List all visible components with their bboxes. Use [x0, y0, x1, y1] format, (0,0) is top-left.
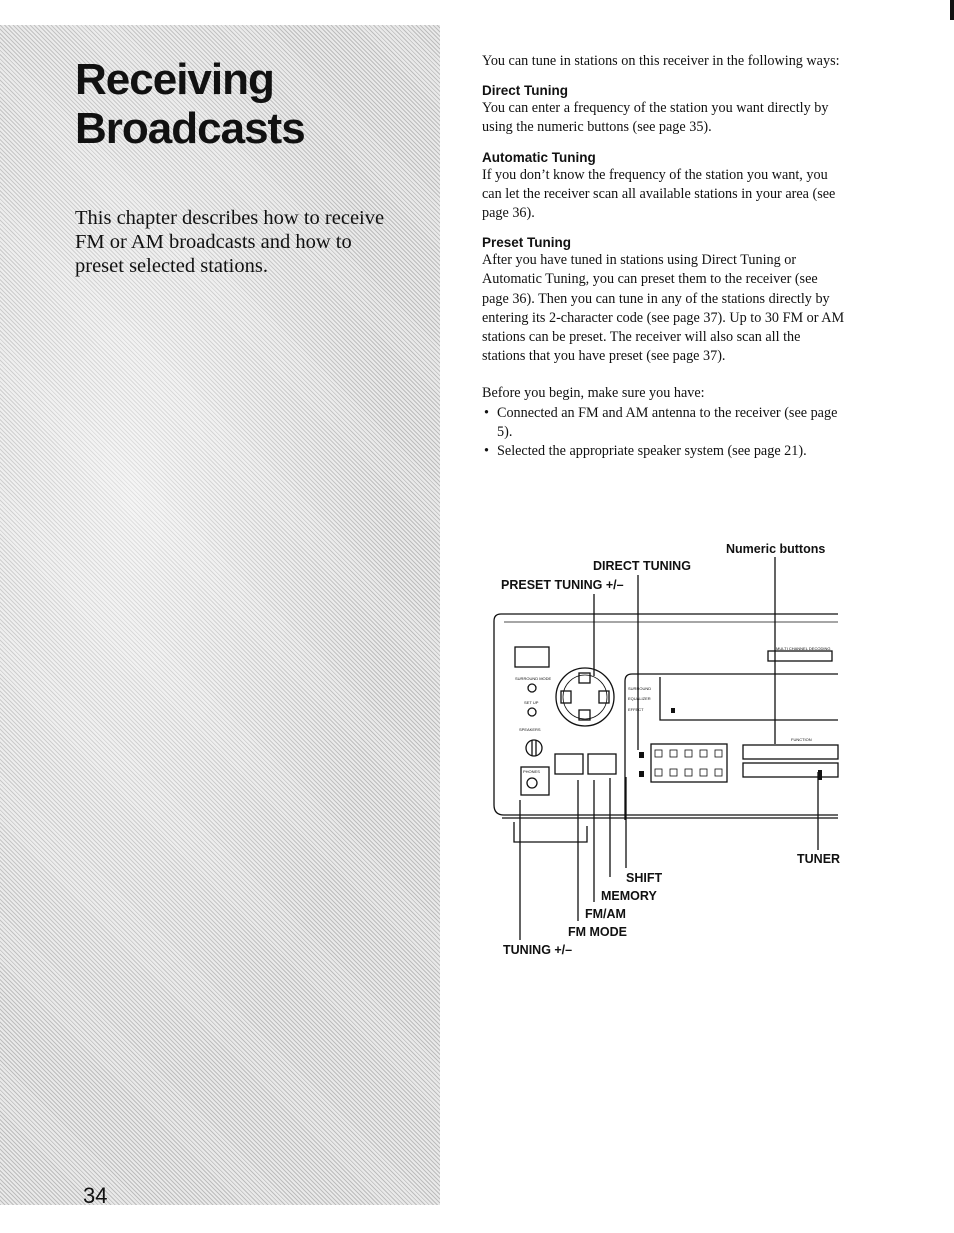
- dial-right-button: [599, 691, 609, 703]
- svg-text:SURROUND: SURROUND: [628, 686, 652, 691]
- svg-text:MULTI CHANNEL DECODING: MULTI CHANNEL DECODING: [776, 646, 831, 651]
- chapter-intro: This chapter describes how to receive FM or AM broadcasts and how to preset selected stations.: [75, 207, 385, 277]
- checklist-item: • Connected an FM and AM antenna to the receiver (see page 5).: [482, 404, 847, 442]
- numeric-button-panel: [651, 744, 727, 782]
- label-shift: SHIFT: [626, 871, 663, 885]
- svg-text:SURROUND MODE: SURROUND MODE: [515, 676, 552, 681]
- svg-text:SPEAKERS: SPEAKERS: [519, 727, 541, 732]
- section-heading: Preset Tuning: [482, 235, 572, 251]
- section-body: After you have tuned in stations using Direct Tuning or Automatic Tuning, you can preset them to the receiver (see page 36). Then you can tune in any of the stations directly by entering its 2-character code (see page 37). Up to 30 FM or AM stations can be preset. The receiver will also scan all the stations that you have preset (see page 37).: [482, 252, 845, 365]
- chapter-title: [75, 55, 305, 153]
- label-direct-tuning: DIRECT TUNING: [593, 559, 691, 573]
- svg-text:EQUALIZER: EQUALIZER: [628, 696, 651, 701]
- label-tuner: TUNER: [797, 852, 841, 866]
- dial-down-button: [579, 710, 590, 720]
- section-body: If you don’t know the frequency of the station you want, you can let the receiver scan all available stations in your area (see page 36).: [482, 166, 836, 222]
- main-text: [482, 52, 847, 461]
- svg-text:PHONES: PHONES: [523, 769, 540, 774]
- label-preset-tuning: PRESET TUNING +/–: [501, 578, 624, 592]
- power-button: [515, 647, 549, 667]
- label-fm-mode: FM MODE: [568, 925, 628, 939]
- checklist-item: • Selected the appropriate speaker system (see page 21).: [482, 442, 847, 461]
- decoder-indicator: [768, 651, 832, 661]
- phones-jack: [527, 778, 537, 788]
- label-tuning: TUNING +/–: [503, 943, 573, 957]
- edge-marker: [950, 0, 954, 20]
- checklist: [482, 404, 847, 462]
- receiver-outline: [494, 614, 838, 815]
- chapter-title-line2: Broadcasts: [75, 104, 305, 153]
- section-heading: Direct Tuning: [482, 83, 568, 99]
- dial-up-button: [579, 673, 590, 683]
- display-keys: [655, 750, 722, 776]
- svg-text:SET UP: SET UP: [524, 700, 539, 705]
- chapter-cover-panel: [0, 25, 440, 1205]
- label-numeric-buttons: Numeric buttons: [726, 542, 826, 556]
- page-number: 34: [83, 1183, 108, 1208]
- section-body: You can enter a frequency of the station you want directly by using the numeric buttons (see page 35).: [482, 100, 829, 136]
- volume-knob: [526, 740, 542, 756]
- opening-paragraph: You can tune in stations on this receiver in the following ways:: [482, 53, 840, 69]
- chapter-title-line1: Receiving: [75, 55, 274, 104]
- svg-text:FUNCTION: FUNCTION: [791, 737, 812, 742]
- display-window: [625, 674, 838, 820]
- svg-text:EFFECT: EFFECT: [628, 707, 644, 712]
- dial-left-button: [561, 691, 571, 703]
- before-begin-text: Before you begin, make sure you have:: [482, 385, 705, 402]
- label-fm-am: FM/AM: [585, 907, 626, 921]
- label-memory: MEMORY: [601, 889, 657, 903]
- selector-dial: [556, 668, 614, 726]
- section-heading: Automatic Tuning: [482, 149, 596, 165]
